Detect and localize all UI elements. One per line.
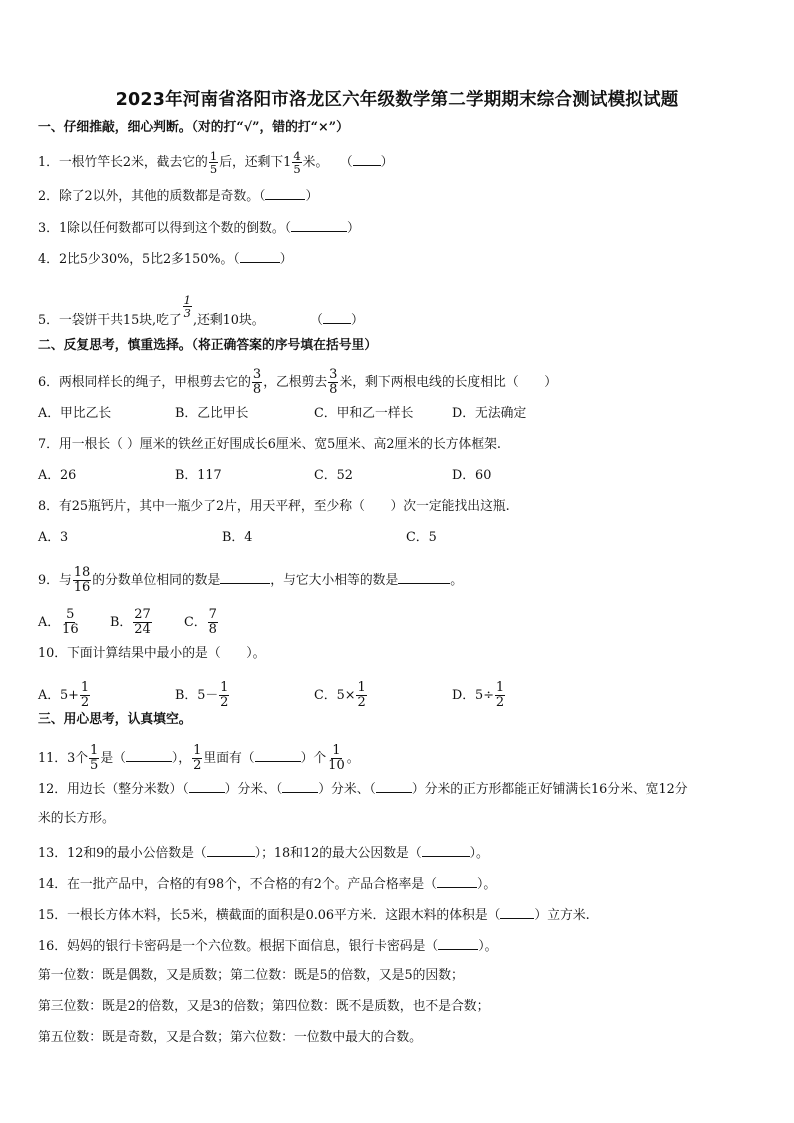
q9-option-a[interactable]: A． $\frac{5}{16}$ (38, 607, 79, 637)
q16-clue-line-2: 第三位数：既是2的倍数，又是3的倍数；第四位数：既不是质数，也不是合数； (38, 999, 490, 1014)
q11-fraction-1: $\frac{1}{5}$ (90, 743, 99, 773)
q3-answer-blank[interactable] (291, 219, 347, 232)
q6-options (38, 406, 738, 422)
q1-paren-right: ） (380, 155, 394, 170)
q8-option-a[interactable]: A．3 (38, 530, 69, 545)
q10-option-a[interactable]: A．5+ $\frac{1}{2}$ (38, 680, 90, 710)
question-12-line-2: 米的长方形。 (38, 811, 115, 826)
q12-text-c: ）分米、（ (318, 782, 376, 797)
q1-text-c: 米。 (302, 155, 329, 170)
question-15 (38, 906, 590, 924)
q9-blank-1[interactable] (220, 571, 270, 584)
q12-blank-1[interactable] (189, 780, 225, 793)
q6-fraction-1: $\frac{3}{8}$ (252, 367, 262, 397)
q16-text-a: 16．妈妈的银行卡密码是一个六位数。根据下面信息，银行卡密码是（ (38, 939, 439, 954)
question-4 (38, 250, 293, 268)
q9-fraction: $\frac{18}{16}$ (73, 565, 91, 595)
q12-blank-3[interactable] (376, 780, 412, 793)
q5-paren-left: （ (316, 313, 323, 328)
q2-answer-blank[interactable] (265, 187, 305, 200)
q14-blank[interactable] (437, 875, 477, 888)
q11-blank-1[interactable] (126, 749, 172, 762)
q6-text-a: 6．两根同样长的绳子，甲根剪去它的 (38, 375, 251, 390)
q8-option-c[interactable]: C．5 (406, 530, 437, 545)
q9-text-a: 9．与 (38, 573, 72, 588)
q6-option-c[interactable]: C．甲和乙一样长 (314, 406, 414, 421)
q5-text-a: 5．一袋饼干共15块,吃了 (38, 313, 182, 328)
section3-heading: 三、用心思考，认真填空。 (38, 712, 192, 727)
q7-option-c[interactable]: C．52 (314, 468, 353, 483)
q15-text-a: 15．一根长方体木料，长5米，横截面的面积是0.06平方米．这跟木料的体积是（ (38, 908, 501, 923)
q11-text-c: ）， (171, 751, 192, 766)
q15-text-b: ）立方米. (534, 908, 590, 923)
question-11 (38, 744, 360, 773)
q14-text-b: ）。 (477, 877, 497, 892)
q1-text-a: 1．一根竹竿长2米，截去它的 (38, 155, 208, 170)
q9-option-b[interactable]: B． $\frac{27}{24}$ (110, 607, 151, 637)
q9-text-b: 的分数单位相同的数是 (92, 573, 221, 588)
q12-text-d: ）分米的正方形都能正好铺满长16分米、宽12分 (411, 782, 688, 797)
q15-blank[interactable] (500, 906, 534, 919)
section2-heading: 二、反复思考，慎重选择。（将正确答案的序号填在括号里） (38, 338, 378, 353)
section1-heading: 一、仔细推敲，细心判断。（对的打“√”，错的打“×”） (38, 120, 349, 135)
question-7: 7．用一根长（ ）厘米的铁丝正好围成长6厘米、宽5厘米、高2厘米的长方体框架. (38, 437, 501, 452)
q5-text-b: ,还剩10块。 (193, 313, 265, 328)
q7-options (38, 468, 738, 484)
question-12-line-1 (38, 780, 688, 798)
q2-text: 2．除了2以外，其他的质数都是奇数。（ (38, 189, 266, 204)
question-3 (38, 219, 360, 237)
question-9 (38, 566, 463, 595)
q10-option-b[interactable]: B．5－ $\frac{1}{2}$ (175, 680, 229, 710)
q11-text-b: 是（ (100, 751, 126, 766)
q16-text-b: ）。 (478, 939, 498, 954)
q9-option-c[interactable]: C． $\frac{7}{8}$ (184, 607, 217, 637)
q1-fraction-1: $\frac{1}{5}$ (209, 149, 218, 176)
question-5 (38, 293, 364, 333)
q1-fraction-2: $\frac{4}{5}$ (293, 149, 301, 176)
q6-text-b: ，乙根剪去 (263, 375, 328, 390)
q10-options (38, 680, 738, 710)
q7-option-b[interactable]: B．117 (175, 468, 222, 483)
question-8: 8．有25瓶钙片，其中一瓶少了2片，用天平秤，至少称（ ）次一定能找出这瓶. (38, 499, 510, 514)
q13-text-a: 13．12和9的最小公倍数是（ (38, 846, 207, 861)
q7-option-d[interactable]: D．60 (452, 468, 492, 483)
question-16 (38, 937, 497, 955)
q12-text-a: 12．用边长（整分米数）（ (38, 782, 189, 797)
q5-paren-right: ） (350, 313, 364, 328)
q9-options (38, 607, 338, 637)
q16-clue-line-1: 第一位数：既是偶数，又是质数；第二位数：既是5的倍数，又是5的因数； (38, 968, 464, 983)
q6-option-a[interactable]: A．甲比乙长 (38, 406, 112, 421)
q6-option-b[interactable]: B．乙比甲长 (175, 406, 249, 421)
q16-blank[interactable] (438, 937, 478, 950)
q13-text-b: ）；18和12的最大公因数是（ (254, 846, 422, 861)
question-14 (38, 875, 496, 893)
q13-blank-2[interactable] (422, 844, 470, 857)
question-1 (38, 150, 393, 175)
q5-answer-blank[interactable] (323, 311, 351, 324)
q11-text-d: 里面有（ (203, 751, 255, 766)
question-13 (38, 844, 489, 862)
q9-text-d: 。 (450, 573, 464, 588)
q16-clue-line-3: 第五位数：既是奇数，又是合数；第六位数：一位数中最大的合数。 (38, 1030, 422, 1045)
q11-fraction-2: $\frac{1}{2}$ (193, 743, 202, 773)
q9-text-c: ，与它大小相等的数是 (270, 573, 399, 588)
question-2 (38, 187, 318, 205)
q7-option-a[interactable]: A．26 (38, 468, 77, 483)
q12-text-b: ）分米、（ (224, 782, 283, 797)
q14-text-a: 14．在一批产品中，合格的有98个，不合格的有2个。产品合格率是（ (38, 877, 438, 892)
q12-blank-2[interactable] (282, 780, 318, 793)
q1-answer-blank[interactable] (353, 153, 381, 166)
q4-answer-blank[interactable] (240, 250, 280, 263)
question-10: 10．下面计算结果中最小的是（ ）。 (38, 646, 266, 661)
q2-end: ） (305, 189, 319, 204)
q10-option-d[interactable]: D．5÷ $\frac{1}{2}$ (452, 680, 505, 710)
q1-paren-left: （ (346, 155, 353, 170)
q9-blank-2[interactable] (398, 571, 450, 584)
q6-fraction-2: $\frac{3}{8}$ (329, 367, 338, 397)
q11-text-e: ）个 (300, 751, 327, 766)
q6-option-d[interactable]: D．无法确定 (452, 406, 527, 421)
page-title: 2023年河南省洛阳市洛龙区六年级数学第二学期期末综合测试模拟试题 (115, 90, 679, 110)
q8-option-b[interactable]: B．4 (222, 530, 253, 545)
q5-fraction: $\frac{1}{3}$ (183, 293, 191, 320)
q3-text: 3．1除以任何数都可以得到这个数的倒数。（ (38, 221, 292, 236)
q6-text-c: 米，剩下两根电线的长度相比（ ） (339, 375, 557, 390)
q8-options (38, 530, 738, 546)
q11-fraction-3: $\frac{1}{10}$ (328, 743, 345, 773)
q11-text-a: 11．3个 (38, 751, 89, 766)
q3-end: ） (347, 221, 360, 236)
q4-end: ） (279, 252, 293, 267)
q10-option-c[interactable]: C．5× $\frac{1}{2}$ (314, 680, 366, 710)
q11-text-f: 。 (346, 751, 360, 766)
q1-text-b: 后，还剩下1 (219, 155, 292, 170)
q13-text-c: ）。 (469, 846, 489, 861)
q11-blank-2[interactable] (255, 749, 301, 762)
question-6 (38, 368, 557, 397)
q4-text: 4．2比5少30%，5比2多150%。（ (38, 252, 240, 267)
q13-blank-1[interactable] (207, 844, 255, 857)
